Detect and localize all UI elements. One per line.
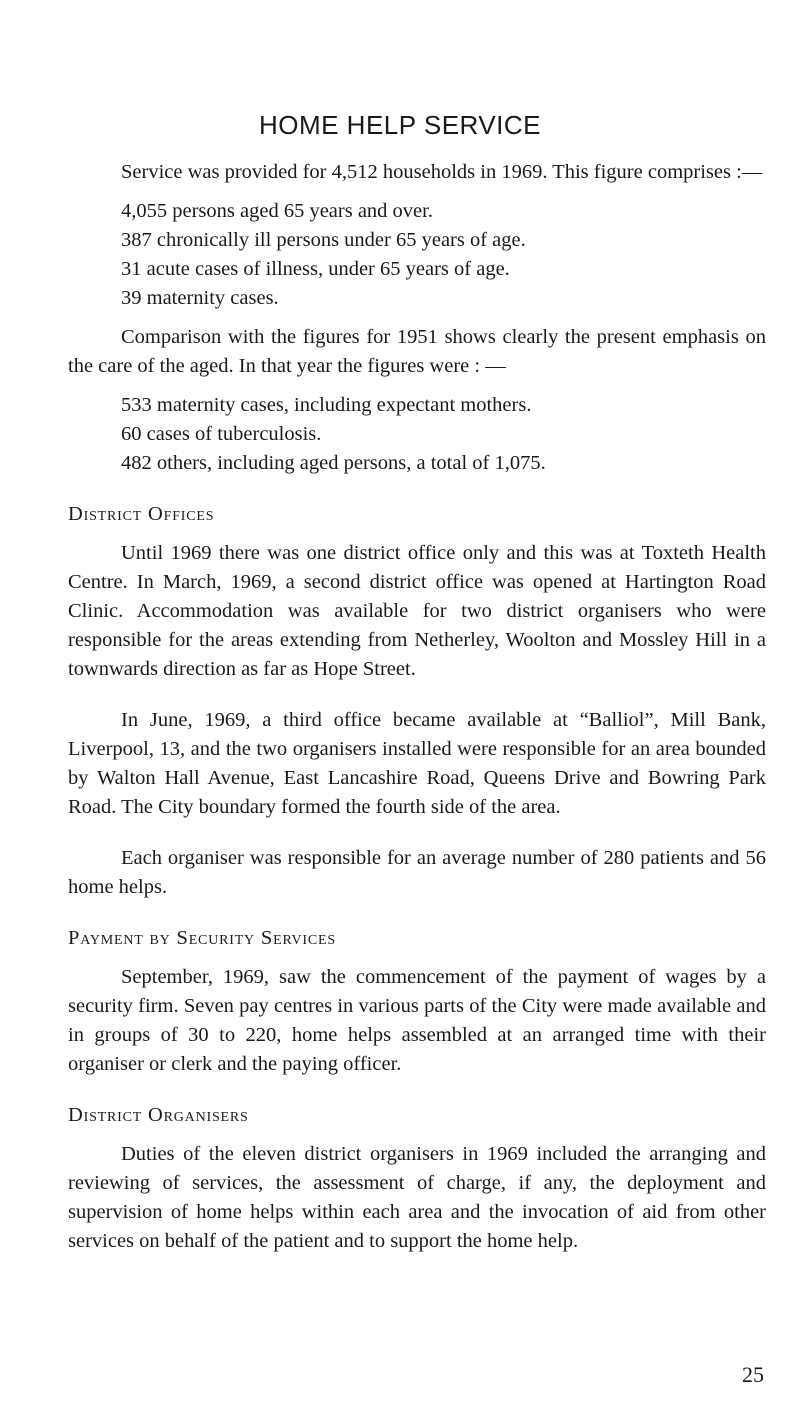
list-item: 533 maternity cases, including expectant mothers. (121, 394, 532, 416)
list-item: 482 others, including aged persons, a total of 1,075. (121, 452, 546, 474)
paragraph: Until 1969 there was one district office only and this was at Toxteth Health Centre. In March, 1969, a second district office was opened at Hartington Road Clinic. Accommodation was available for two district organisers who were responsible for the areas extending from Netherley, Woolton and Mossley Hill in a townwards direction as far as Hope Street. (68, 542, 766, 680)
list-item: 387 chronically ill persons under 65 years of age. (121, 229, 526, 251)
households-1969-list (68, 197, 766, 313)
section-heading-district-organisers: District Organisers (68, 1104, 249, 1126)
figures-1951-list (68, 391, 766, 478)
comparison-paragraph: Comparison with the figures for 1951 shows clearly the present emphasis on the care of the aged. In that year the figures were : — (68, 326, 766, 377)
list-item: 39 maternity cases. (121, 287, 279, 309)
document-body (68, 158, 766, 1256)
page-title: HOME HELP SERVICE (258, 110, 542, 140)
section-heading-district-offices: District Offices (68, 503, 215, 525)
page-number: 25 (742, 1362, 764, 1387)
list-item: 4,055 persons aged 65 years and over. (121, 200, 433, 222)
list-item: 60 cases of tuberculosis. (121, 423, 322, 445)
paragraph: In June, 1969, a third office became available at “Balliol”, Mill Bank, Liverpool, 13, and the two organisers installed were responsible for an area bounded by Walton Hall Avenue, East Lancashire Road, Queens Drive and Bowring Park Road. The City boundary formed the fourth side of the area. (68, 709, 766, 818)
section-heading-payment-by-security-services: Payment by Security Services (68, 927, 336, 949)
paragraph: Duties of the eleven district organisers in 1969 included the arranging and reviewing of services, the assessment of charge, if any, the deployment and supervision of home helps within each area and the invocation of aid from other services on behalf of the patient and to support the home help. (68, 1143, 766, 1252)
paragraph: September, 1969, saw the commencement of the payment of wages by a security firm. Seven pay centres in various parts of the City were made available and in groups of 30 to 220, home helps assembled at an arranged time with their organiser or clerk and the paying officer. (68, 966, 766, 1075)
list-item: 31 acute cases of illness, under 65 years of age. (121, 258, 510, 280)
paragraph: Each organiser was responsible for an average number of 280 patients and 56 home helps. (68, 847, 766, 898)
intro-paragraph: Service was provided for 4,512 households in 1969. This figure comprises :— (121, 161, 763, 183)
